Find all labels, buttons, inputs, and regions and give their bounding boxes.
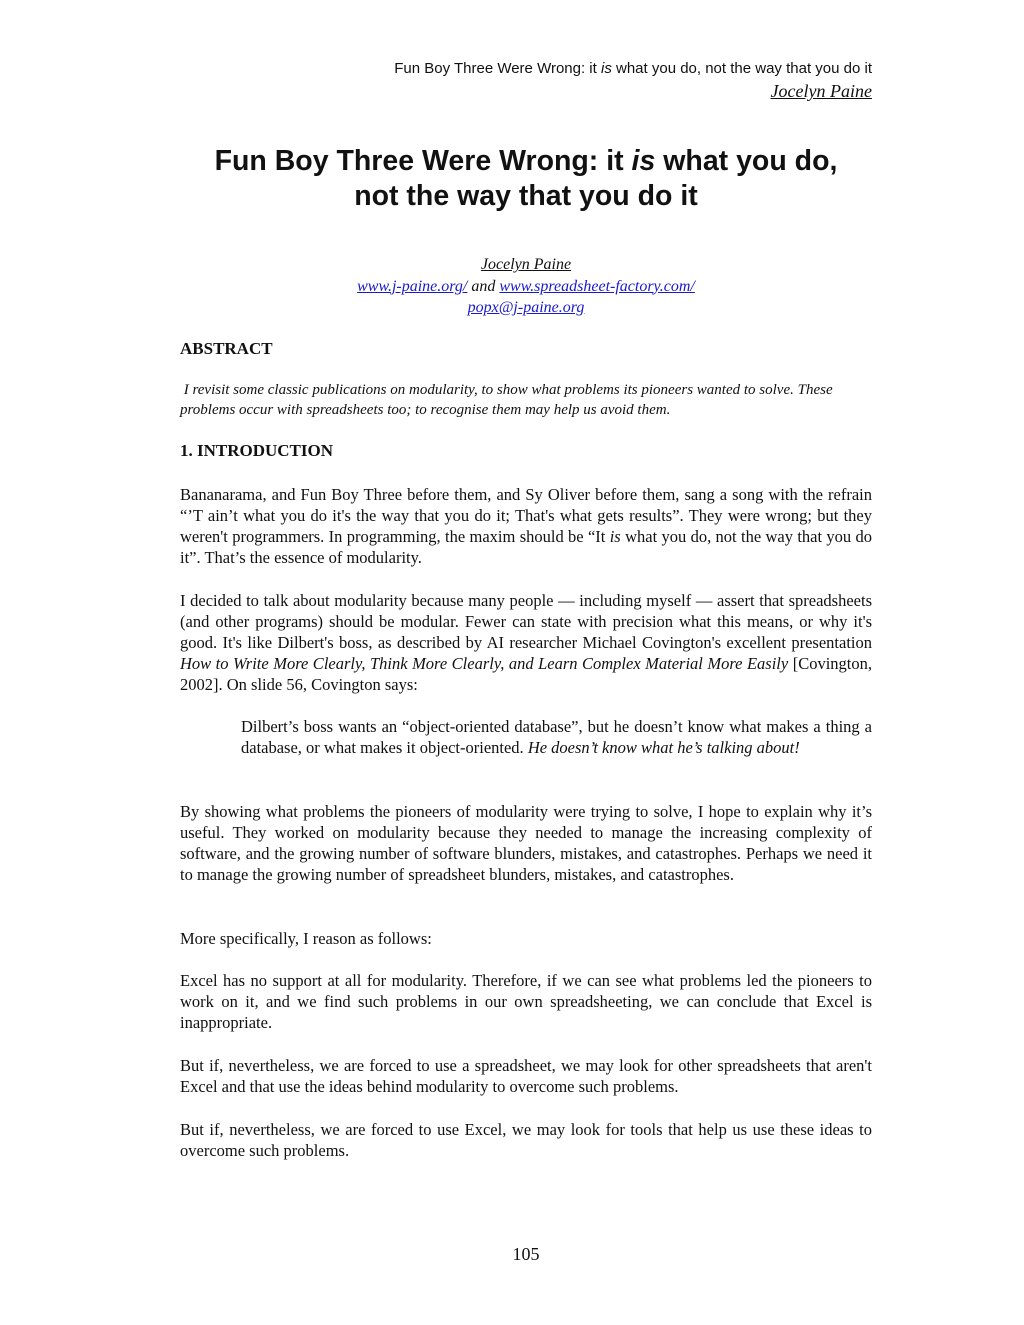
intro-paragraph-7: But if, nevertheless, we are forced to use Excel, we may look for tools that help us use these ideas to overcome such problems.	[180, 1120, 872, 1160]
block-quote: Dilbert’s boss wants an “object-oriented database”, but he doesn’t know what makes a thing a database, or what makes it object-oriented. He doesn’t know what he’s talking about!	[241, 717, 872, 757]
abstract-heading: ABSTRACT	[180, 339, 273, 358]
abstract-text: I revisit some classic publications on modularity, to show what problems its pioneers wanted to solve. These problems occur with spreadsheets too; to recognise them may help us avoid them.	[180, 382, 833, 418]
intro-paragraph-4: More specifically, I reason as follows:	[180, 929, 432, 948]
and-text: and	[467, 277, 500, 295]
intro-paragraph-3: By showing what problems the pioneers of modularity were trying to solve, I hope to explain why it’s useful. They worked on modularity because they needed to manage the increasing complexity of software, and the growing number of software blunders, mistakes, and catastrophes. Perhaps we need it to manage the growing number of spreadsheet blunders, mistakes, and catastrophes.	[180, 802, 872, 884]
intro-paragraph-6: But if, nevertheless, we are forced to use a spreadsheet, we may look for other spreadsheets that aren't Excel and that use the ideas behind modularity to overcome such problems.	[180, 1056, 872, 1096]
author-url-link[interactable]: www.j-paine.org/	[357, 277, 468, 295]
author-block	[180, 254, 872, 319]
paper-title: Fun Boy Three Were Wrong: it is what you do, not the way that you do it	[214, 145, 838, 212]
spreadsheet-factory-link[interactable]: www.spreadsheet-factory.com/	[499, 277, 695, 295]
running-header-title: Fun Boy Three Were Wrong: it is what you do, not the way that you do it	[394, 60, 872, 77]
introduction-heading: 1. INTRODUCTION	[180, 441, 334, 460]
running-header-author: Jocelyn Paine	[770, 81, 872, 101]
author-name: Jocelyn Paine	[480, 256, 572, 273]
intro-paragraph-2: I decided to talk about modularity because many people — including myself — assert that spreadsheets (and other programs) should be modular. Fewer can state with precision what this means, or why it's good. It's like Dilbert's boss, as described by AI researcher Michael Covington's excellent presentation How to Write More Clearly, Think More Clearly, and Learn Complex Material More Easily [Covington, 2002]. On slide 56, Covington says:	[180, 591, 872, 694]
intro-paragraph-5: Excel has no support at all for modularity. Therefore, if we can see what problems led the pioneers to work on it, and we find such problems in our own spreadsheeting, we can conclude that Excel is inappropriate.	[180, 971, 872, 1032]
page-number: 105	[512, 1244, 540, 1264]
author-email-link[interactable]: popx@j-paine.org	[467, 299, 585, 316]
paper-page	[180, 0, 872, 1325]
intro-paragraph-1: Bananarama, and Fun Boy Three before them, and Sy Oliver before them, sang a song with the refrain “’T ain’t what you do it's the way that you do it; That's what gets results”. They were wrong; but they weren't programmers. In programming, the maxim should be “It is what you do, not the way that you do it”. That’s the essence of modularity.	[180, 485, 872, 567]
